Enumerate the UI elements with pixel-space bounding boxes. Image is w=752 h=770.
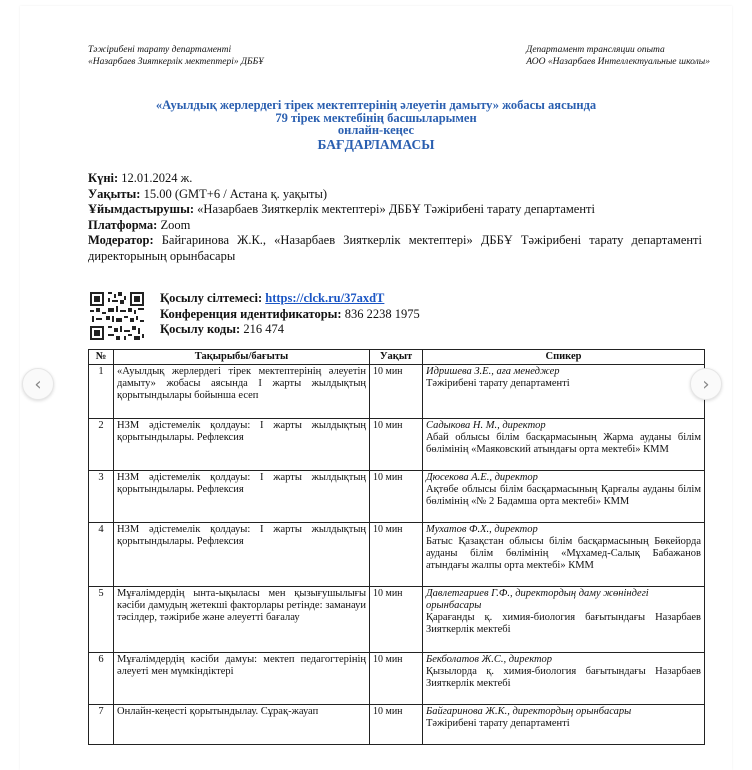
row-number: 6 <box>89 653 114 705</box>
date-row <box>88 171 702 187</box>
speaker-name: Идришева З.Е., аға менеджер <box>426 366 560 377</box>
speaker-org: Тәжірибені тарату департаменті <box>426 378 570 389</box>
time-value: 15.00 (GMT+6 / Астана қ. уақыты) <box>140 186 328 201</box>
row-speaker-cell <box>423 419 705 471</box>
row-speaker-cell <box>423 653 705 705</box>
speaker-org: Тәжірибені тарату департаменті <box>426 718 570 729</box>
date-value: 12.01.2024 ж. <box>118 171 193 185</box>
header-left-line2: «Назарбаев Зияткерлік мектептері» ДББҰ <box>88 57 264 67</box>
title-line2: 79 тірек мектебінің басшыларымен <box>275 110 477 125</box>
row-speaker-cell <box>423 587 705 653</box>
speaker-name: Давлетгариев Г.Ф., директордың даму жөніндегі орынбасары <box>426 588 649 611</box>
header-left-line1: Тәжірибені тарату департаменті <box>88 45 232 55</box>
organizer-row <box>88 202 702 218</box>
organizer-value: «Назарбаев Зияткерлік мектептері» ДББҰ Тәжірибені тарату департаменті <box>194 202 595 216</box>
row-number: 7 <box>89 705 114 745</box>
row-time: 10 мин <box>370 365 423 419</box>
chevron-left-icon: ‹ <box>34 373 42 395</box>
header-right <box>526 44 710 68</box>
row-speaker-cell <box>423 471 705 523</box>
table-row <box>89 587 705 653</box>
join-code-value: 216 474 <box>240 322 284 336</box>
title-line4: БАҒДАРЛАМАСЫ <box>317 136 435 152</box>
join-details <box>160 291 420 338</box>
organizer-label: Ұйымдастырушы: <box>88 202 195 216</box>
row-speaker-cell <box>423 705 705 745</box>
table-row <box>89 419 705 471</box>
header-right-line1: Департамент трансляции опыта <box>526 45 665 55</box>
moderator-value: Байгаринова Ж.К., «Назарбаев Зияткерлік мектептері» ДББҰ Тәжірибені тарату департаменті директорының орынбасары <box>88 233 702 263</box>
header-right-line2: АОО «Назарбаев Интеллектуальные школы» <box>526 57 710 67</box>
link-row <box>160 291 420 307</box>
conference-id-row <box>160 307 420 323</box>
row-time: 10 мин <box>370 587 423 653</box>
join-code-label: Қосылу коды: <box>160 322 241 336</box>
header-time: Уақыт <box>370 350 423 365</box>
row-time: 10 мин <box>370 471 423 523</box>
table-row <box>89 705 705 745</box>
time-label: Уақыты: <box>88 186 141 201</box>
platform-row <box>88 218 702 234</box>
speaker-name: Дюсекова А.Е., директор <box>426 472 538 483</box>
speaker-name: Байгаринова Ж.К., директордың орынбасары <box>426 706 632 717</box>
row-topic: Мұғалімдердің ынта-ықыласы мен қызығушылығы кәсіби дамудың жетекші факторлары ретінде: заманауи тәсілдер, тәжірибе және әлеуетті бағалау <box>114 587 370 653</box>
agenda-table <box>88 349 705 745</box>
speaker-org: Қызылорда қ. химия-биология бағытындағы Назарбаев Зияткерлік мектебі <box>426 666 701 689</box>
row-number: 2 <box>89 419 114 471</box>
row-time: 10 мин <box>370 653 423 705</box>
speaker-org: Батыс Қазақстан облысы білім басқармасының Бөкейорда ауданы білім бөлімінің «Мұхамед-Салық Бабажанов атындағы жалпы орта мектебі» КММ <box>426 536 701 571</box>
table-row <box>89 653 705 705</box>
row-number: 3 <box>89 471 114 523</box>
previous-page-button[interactable] <box>22 368 54 400</box>
table-row <box>89 365 705 419</box>
header-left <box>88 44 264 68</box>
chevron-right-icon: › <box>702 373 710 395</box>
row-number: 1 <box>89 365 114 419</box>
row-topic: Онлайн-кеңесті қорытындылау. Сұрақ-жауап <box>114 705 370 745</box>
row-speaker-cell <box>423 523 705 587</box>
agenda-header-row <box>89 350 705 365</box>
row-time: 10 мин <box>370 419 423 471</box>
qr-code-icon <box>90 292 144 340</box>
conference-id-label: Конференция идентификаторы: <box>160 306 342 321</box>
join-link[interactable]: https://clck.ru/37axdT <box>265 291 385 305</box>
moderator-row <box>88 233 702 264</box>
title-line1: «Ауылдық жерлердегі тірек мектептерінің әлеуетін дамыту» жобасы аясында <box>155 98 597 112</box>
platform-label: Платформа: <box>88 217 158 232</box>
speaker-name: Садыкова Н. М., директор <box>426 420 546 431</box>
row-topic: НЗМ әдістемелік қолдауы: I жарты жылдықтың қорытындылары. Рефлексия <box>114 419 370 471</box>
table-row <box>89 523 705 587</box>
next-page-button[interactable] <box>690 368 722 400</box>
meeting-details <box>88 171 702 264</box>
title-line3: онлайн-кеңес <box>337 123 415 137</box>
row-speaker-cell <box>423 365 705 419</box>
row-topic: НЗМ әдістемелік қолдауы: I жарты жылдықтың қорытындылары. Рефлексия <box>114 523 370 587</box>
row-time: 10 мин <box>370 705 423 745</box>
speaker-name: Бекболатов Ж.С., директор <box>426 654 553 665</box>
row-topic: «Ауылдық жерлердегі тірек мектептерінің әлеуетін дамыту» жобасы аясында I жарты жылдықтың қорытындылары бойынша есеп <box>114 365 370 419</box>
speaker-org: Қарағанды қ. химия-биология бағытындағы Назарбаев Зияткерлік мектебі <box>426 612 701 635</box>
time-row <box>88 187 702 203</box>
platform-value: Zoom <box>157 217 191 232</box>
speaker-org: Ақтөбе облысы білім басқармасының Қарғалы ауданы білім бөлімінің «№ 2 Бадамша орта мектебі» КММ <box>426 484 701 507</box>
row-number: 4 <box>89 523 114 587</box>
link-label: Қосылу сілтемесі: <box>160 291 266 305</box>
conference-id-value: 836 2238 1975 <box>341 306 420 321</box>
speaker-org: Абай облысы білім басқармасының Жарма ауданы білім бөлімінің «Маяковский атындағы орта мектебі» КММ <box>426 432 701 455</box>
moderator-label: Модератор: <box>88 233 154 247</box>
header-number: № <box>89 350 114 365</box>
row-topic: Мұғалімдердің кәсіби дамуы: мектеп педагогтерінің әлеуеті мен мүмкіндіктері <box>114 653 370 705</box>
row-time: 10 мин <box>370 523 423 587</box>
row-topic: НЗМ әдістемелік қолдауы: I жарты жылдықтың қорытындылары. Рефлексия <box>114 471 370 523</box>
join-code-row <box>160 322 420 338</box>
speaker-name: Мухатов Ф.Х., директор <box>426 524 538 535</box>
row-number: 5 <box>89 587 114 653</box>
header-speaker: Спикер <box>423 350 705 365</box>
table-row <box>89 471 705 523</box>
header-topic: Тақырыбы/бағыты <box>114 350 370 365</box>
document-title <box>0 99 752 152</box>
date-label: Күні: <box>88 171 119 185</box>
